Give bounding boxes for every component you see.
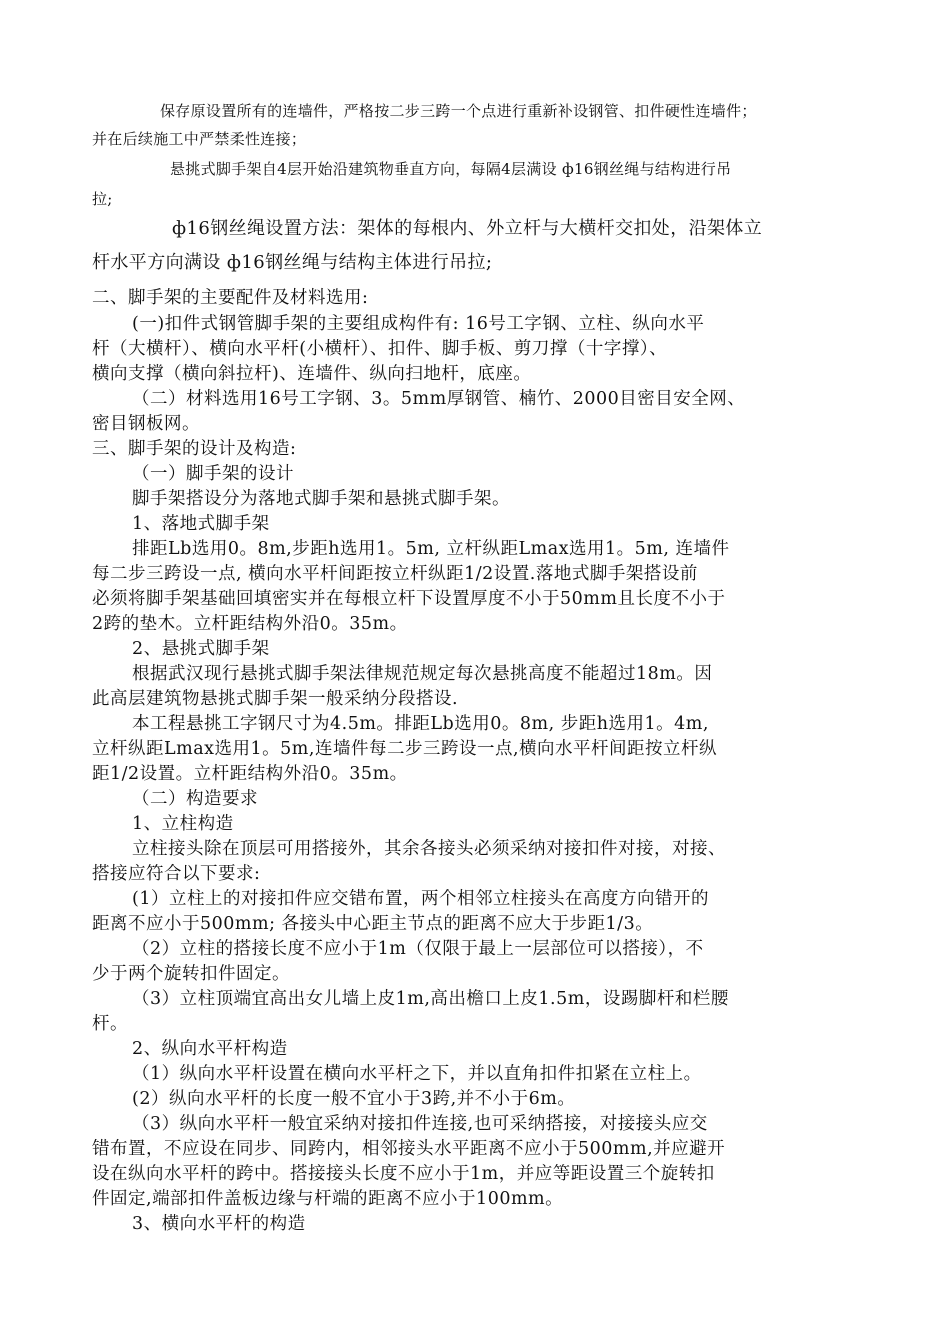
text-line: ф16钢丝绳设置方法：架体的每根内、外立杆与大横杆交扣处，沿架体立	[172, 218, 763, 239]
text-line: 排距Lb选用0。8m,步距h选用1。5m, 立杆纵距Lmax选用1。5m, 连墙件	[132, 539, 730, 559]
text-line: 悬挑式脚手架自4层开始沿建筑物垂直方向，每隔4层满设 ф16钢丝绳与结构进行吊	[170, 160, 732, 178]
subsection-heading: 3、横向水平杆的构造	[132, 1214, 306, 1234]
text-line: 每二步三跨设一点, 横向水平杆间距按立杆纵距1/2设置.落地式脚手架搭设前	[92, 564, 698, 584]
text-line: （2）立柱的搭接长度不应小于1m（仅限于最上一层部位可以搭接），不	[132, 939, 704, 959]
text-line: 并在后续施工中严禁柔性连接；	[92, 130, 307, 148]
text-line: 此高层建筑物悬挑式脚手架一般采纳分段搭设.	[92, 689, 459, 709]
text-line: 保存原设置所有的连墙件，严格按二步三跨一个点进行重新补设钢管、扣件硬性连墙件；	[160, 102, 757, 120]
text-line: 杆（大横杆）、横向水平杆(小横杆）、扣件、脚手板、剪刀撑（十字撑）、	[92, 339, 668, 359]
subsection-heading: （一）脚手架的设计	[132, 464, 294, 484]
text-line: (1）立柱上的对接扣件应交错布置，两个相邻立柱接头在高度方向错开的	[132, 889, 709, 909]
text-line: 少于两个旋转扣件固定。	[92, 964, 290, 984]
text-line: 立柱接头除在顶层可用搭接外，其余各接头必须采纳对接扣件对接，对接、	[132, 839, 726, 859]
text-line: 根据武汉现行悬挑式脚手架法律规范规定每次悬挑高度不能超过18m。因	[132, 664, 713, 684]
text-line: （二）材料选用16号工字钢、3。5mm厚钢管、楠竹、2000目密目安全网、	[132, 389, 746, 409]
text-line: 2跨的垫木。立杆距结构外沿0。35m。	[92, 614, 408, 634]
text-line: 设在纵向水平杆的跨中。搭接接头长度不应小于1m，并应等距设置三个旋转扣	[92, 1164, 715, 1184]
text-line: （3）纵向水平杆一般宜采纳对接扣件连接,也可采纳搭接，对接接头应交	[132, 1114, 708, 1134]
section-heading: 三、脚手架的设计及构造:	[92, 439, 297, 459]
text-line: 立杆纵距Lmax选用1。5m,连墙件每二步三跨设一点,横向水平杆间距按立杆纵	[92, 739, 718, 759]
text-line: （3）立柱顶端宜高出女儿墙上皮1m,高出檐口上皮1.5m，设踢脚杆和栏腰	[132, 989, 729, 1009]
text-line: 横向支撑（横向斜拉杆)、连墙件、纵向扫地杆，底座。	[92, 364, 532, 384]
subsection-heading: （二）构造要求	[132, 789, 258, 809]
subsection-heading: 2、悬挑式脚手架	[132, 639, 270, 659]
section-heading: 二、脚手架的主要配件及材料选用:	[92, 288, 369, 308]
text-line: (一)扣件式钢管脚手架的主要组成构件有: 16号工字钢、立柱、纵向水平	[132, 314, 705, 334]
subsection-heading: 1、立柱构造	[132, 814, 234, 834]
text-line: 错布置，不应设在同步、同跨内，相邻接头水平距离不应小于500mm,并应避开	[92, 1139, 726, 1159]
text-line: 距1/2设置。立杆距结构外沿0。35m。	[92, 764, 408, 784]
text-line: (2）纵向水平杆的长度一般不宜小于3跨,并不小于6m。	[132, 1089, 576, 1109]
text-line: 杆水平方向满设 ф16钢丝绳与结构主体进行吊拉;	[92, 252, 493, 273]
text-line: 拉;	[92, 190, 113, 208]
text-line: 件固定,端部扣件盖板边缘与杆端的距离不应小于100mm。	[92, 1189, 564, 1209]
text-line: 搭接应符合以下要求:	[92, 864, 261, 884]
text-line: （1）纵向水平杆设置在横向水平杆之下，并以直角扣件扣紧在立柱上。	[132, 1064, 702, 1084]
text-line: 距离不应小于500mm; 各接头中心距主节点的距离不应大于步距1/3。	[92, 914, 654, 934]
text-line: 本工程悬挑工字钢尺寸为4.5m。排距Lb选用0。8m, 步距h选用1。4m,	[132, 714, 709, 734]
text-line: 杆。	[92, 1014, 128, 1034]
text-line: 脚手架搭设分为落地式脚手架和悬挑式脚手架。	[132, 489, 510, 509]
text-line: 必须将脚手架基础回填密实并在每根立杆下设置厚度不小于50mm且长度不小于	[92, 589, 726, 609]
subsection-heading: 2、纵向水平杆构造	[132, 1039, 288, 1059]
text-line: 密目钢板网。	[92, 414, 200, 434]
subsection-heading: 1、落地式脚手架	[132, 514, 270, 534]
